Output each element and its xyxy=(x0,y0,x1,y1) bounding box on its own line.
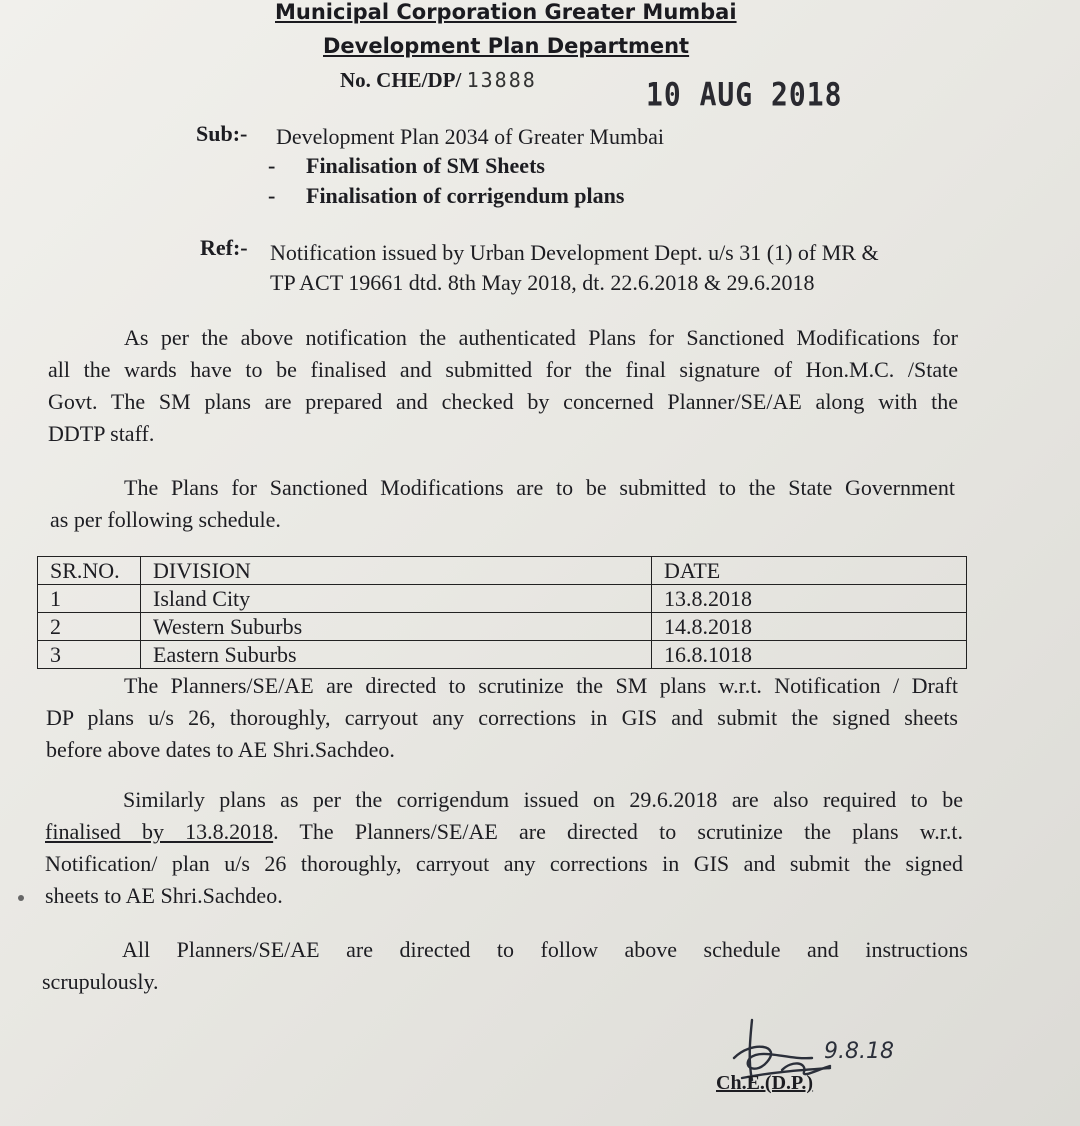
subject-label: Sub:- xyxy=(196,121,248,146)
department-title: Development Plan Department xyxy=(323,34,690,58)
table-cell: Eastern Suburbs xyxy=(141,641,652,669)
table-row xyxy=(38,585,967,613)
table-row xyxy=(38,613,967,641)
reference-section-label: Ref:- xyxy=(200,235,248,260)
paragraph-3-line: The Planners/SE/AE are directed to scrutinize the SM plans w.r.t. Notification / Draft xyxy=(124,673,958,698)
table-cell: 2 xyxy=(38,613,141,641)
table-cell: 13.8.2018 xyxy=(652,585,967,613)
paragraph-3 xyxy=(46,670,958,766)
signatory-title: Ch.E.(D.P.) xyxy=(716,1072,814,1094)
paragraph-1-line: DDTP staff. xyxy=(48,421,155,446)
paragraph-4-line: sheets to AE Shri.Sachdeo. xyxy=(45,883,283,908)
paragraph-5-line: All Planners/SE/AE are directed to follow above schedule and instructions xyxy=(122,937,968,962)
signature-date: 9.8.18 xyxy=(824,1039,894,1064)
paragraph-5 xyxy=(42,934,968,998)
paragraph-1 xyxy=(48,322,958,450)
subject-item-1: Finalisation of SM Sheets xyxy=(306,153,545,178)
paragraph-4-line: Similarly plans as per the corrigendum issued on 29.6.2018 are also required to be xyxy=(123,787,963,812)
table-cell: Island City xyxy=(141,585,652,613)
paragraph-2 xyxy=(50,472,955,536)
paragraph-1-line: As per the above notification the authenticated Plans for Sanctioned Modifications for xyxy=(124,325,958,350)
paragraph-3-line: DP plans u/s 26, thoroughly, carryout any corrections in GIS and submit the signed sheets xyxy=(46,705,958,730)
paragraph-4-line: finalised by 13.8.2018. The Planners/SE/AE are directed to scrutinize the plans w.r.t. xyxy=(45,819,963,844)
paragraph-1-line: all the wards have to be finalised and submitted for the final signature of Hon.M.C. /State xyxy=(48,357,958,382)
reference-line-1: Notification issued by Urban Development Dept. u/s 31 (1) of MR & xyxy=(270,240,879,265)
paragraph-3-line: before above dates to AE Shri.Sachdeo. xyxy=(46,737,395,762)
header-division: DIVISION xyxy=(141,557,652,585)
date-stamp: 10 AUG 2018 xyxy=(646,75,843,114)
table-row xyxy=(38,641,967,669)
underlined-deadline: finalised by 13.8.2018 xyxy=(45,819,274,844)
header-sr-no: SR.NO. xyxy=(38,557,141,585)
reference-number xyxy=(340,68,537,93)
subject-item-1-dash: - xyxy=(268,153,276,178)
paragraph-4 xyxy=(45,784,963,912)
table-cell: 1 xyxy=(38,585,141,613)
reference-line-2: TP ACT 19661 dtd. 8th May 2018, dt. 22.6.2018 & 29.6.2018 xyxy=(270,270,815,295)
header-date: DATE xyxy=(652,557,967,585)
subject-line: Development Plan 2034 of Greater Mumbai xyxy=(276,124,664,149)
table-cell: Western Suburbs xyxy=(141,613,652,641)
paragraph-1-line: Govt. The SM plans are prepared and checked by concerned Planner/SE/AE along with the xyxy=(48,389,958,414)
schedule-table xyxy=(37,556,967,669)
paragraph-2-line: The Plans for Sanctioned Modifications are to be submitted to the State Government xyxy=(124,475,955,500)
paragraph-4-line: Notification/ plan u/s 26 thoroughly, carryout any corrections in GIS and submit the signed xyxy=(45,851,963,876)
table-cell: 16.8.1018 xyxy=(652,641,967,669)
table-cell: 3 xyxy=(38,641,141,669)
paragraph-2-line: as per following schedule. xyxy=(50,507,281,532)
org-title: Municipal Corporation Greater Mumbai xyxy=(275,0,737,24)
reference-label: No. CHE/DP/ xyxy=(340,68,462,92)
bullet-mark xyxy=(18,895,24,901)
table-header-row xyxy=(38,557,967,585)
table-cell: 14.8.2018 xyxy=(652,613,967,641)
subject-item-2: Finalisation of corrigendum plans xyxy=(306,183,625,208)
subject-item-2-dash: - xyxy=(268,183,276,208)
paragraph-5-line: scrupulously. xyxy=(42,969,159,994)
reference-digits: 13888 xyxy=(466,68,537,92)
